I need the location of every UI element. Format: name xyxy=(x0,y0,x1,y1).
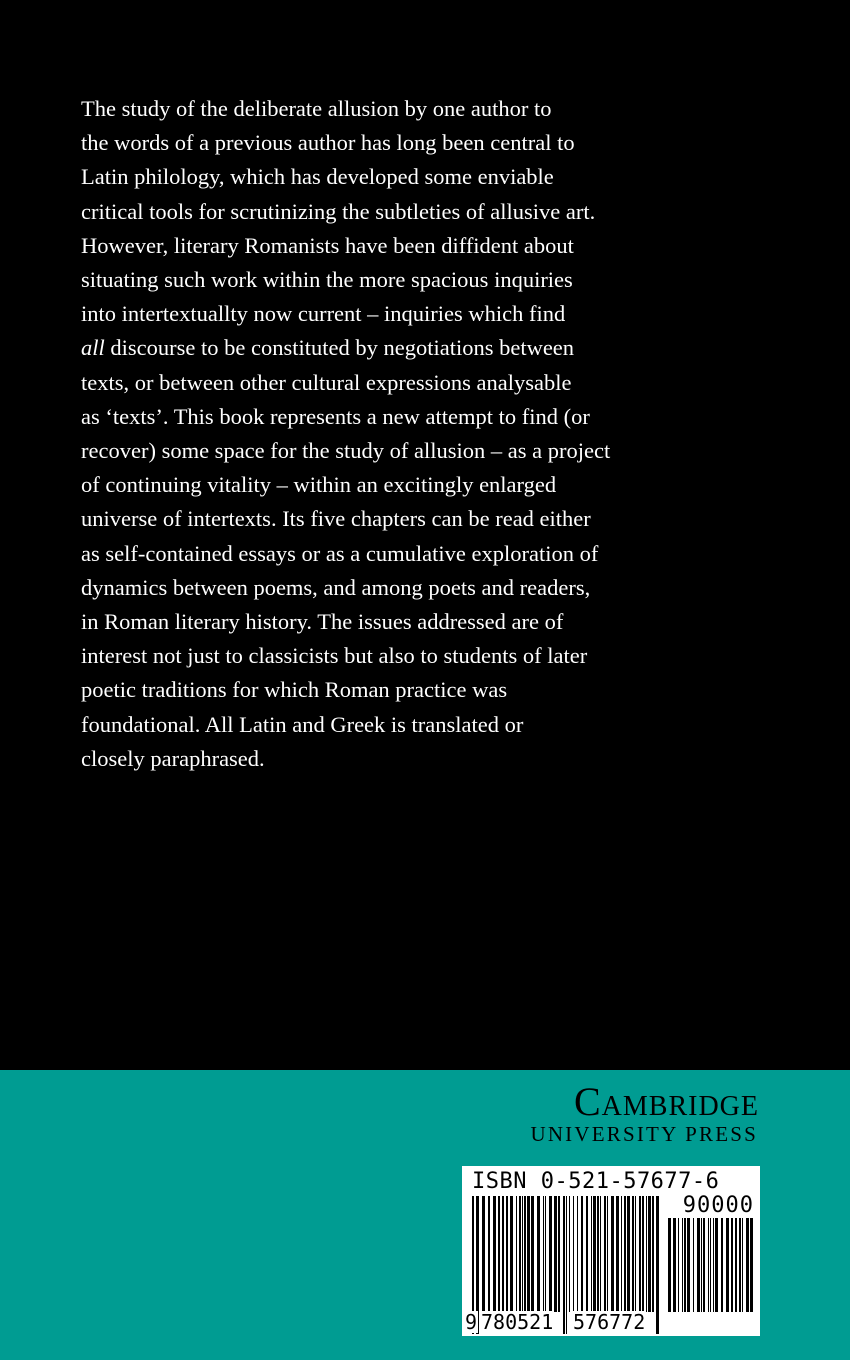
barcode-bar xyxy=(739,1218,741,1312)
barcode-bar xyxy=(502,1196,504,1312)
barcode-bar xyxy=(488,1196,490,1312)
barcode-bar xyxy=(591,1196,592,1312)
barcode-bar xyxy=(498,1196,500,1312)
price-addon-digits: 90000 xyxy=(682,1193,754,1218)
ean-right-digits: 576772 xyxy=(573,1310,646,1334)
publisher-name: Cambridge xyxy=(573,1079,759,1124)
barcode-bar xyxy=(648,1196,651,1312)
blurb-line-rest: discourse to be constituted by negotiations between xyxy=(104,335,575,361)
barcode-bar xyxy=(721,1218,723,1312)
barcode-bar xyxy=(678,1218,679,1312)
barcode-label xyxy=(462,1166,760,1336)
barcode-bar xyxy=(746,1218,749,1312)
barcode-bar xyxy=(569,1196,570,1312)
blurb-line: situating such work within the more spacious inquiries xyxy=(81,267,573,293)
barcode-bar xyxy=(693,1218,694,1312)
barcode-bar xyxy=(639,1196,641,1312)
blurb-line: interest not just to classicists but also to students of later xyxy=(81,643,588,669)
barcode-bar xyxy=(742,1218,743,1312)
barcode-bar xyxy=(527,1196,530,1312)
barcode-bar xyxy=(682,1218,683,1312)
isbn-number: ISBN 0-521-57677-6 xyxy=(472,1169,720,1194)
barcode-bar xyxy=(627,1196,630,1312)
ean-digits xyxy=(464,1311,664,1333)
blurb-line: texts, or between other cultural expressions analysable xyxy=(81,369,572,395)
blurb-line: critical tools for scrutinizing the subtleties of allusive art. xyxy=(81,198,596,224)
barcode-bar xyxy=(703,1218,705,1312)
ean-left-digits: 780521 xyxy=(481,1310,554,1334)
blurb-line: of continuing vitality – within an excitingly enlarged xyxy=(81,472,557,498)
barcode-bar xyxy=(731,1218,733,1312)
barcode-bar xyxy=(545,1196,546,1312)
barcode-bar xyxy=(701,1218,702,1312)
barcode-bar xyxy=(715,1218,718,1312)
blurb-line: Latin philology, which has developed some enviable xyxy=(81,164,554,190)
barcode-bar xyxy=(522,1196,523,1312)
barcode-bar xyxy=(726,1218,729,1312)
blurb-line: the words of a previous author has long been central to xyxy=(81,130,575,156)
barcode-bar xyxy=(543,1196,544,1312)
barcode-bar xyxy=(710,1218,711,1312)
barcode-bar xyxy=(493,1196,496,1312)
barcode-bar xyxy=(684,1218,686,1312)
blurb-line: as self-contained essays or as a cumulative exploration of xyxy=(81,540,599,566)
barcode-bar xyxy=(652,1196,654,1312)
barcode-bar xyxy=(558,1196,560,1312)
barcode-bar xyxy=(697,1218,700,1312)
barcode-bar xyxy=(597,1196,599,1312)
barcode-bar xyxy=(482,1196,485,1312)
barcode-bar xyxy=(624,1196,626,1312)
blurb-line: poetic traditions for which Roman practice was xyxy=(81,677,508,703)
blurb-text xyxy=(81,92,701,776)
barcode-bar xyxy=(600,1196,601,1312)
barcode-bar xyxy=(593,1196,596,1312)
blurb-line-italic xyxy=(81,331,701,365)
barcode-bar xyxy=(687,1218,690,1312)
barcode-bar xyxy=(537,1196,540,1312)
barcode-bar xyxy=(549,1196,552,1312)
barcode-bar xyxy=(524,1196,526,1312)
blurb-line: as ‘texts’. This book represents a new attempt to find (or xyxy=(81,403,590,429)
blurb-line: recover) some space for the study of allusion – as a project xyxy=(81,438,611,464)
barcode-bar xyxy=(604,1196,606,1312)
barcode-bar xyxy=(554,1196,557,1312)
barcode-bar xyxy=(519,1196,521,1312)
barcode-bar xyxy=(646,1196,647,1312)
blurb-line: in Roman literary history. The issues addressed are of xyxy=(81,609,564,635)
barcode-bar xyxy=(708,1218,709,1312)
blurb-line: However, literary Romanists have been diffident about xyxy=(81,232,574,258)
barcode-bar xyxy=(506,1196,508,1312)
barcode-bar xyxy=(577,1196,578,1312)
blurb-line: The study of the deliberate allusion by one author to xyxy=(81,96,552,121)
barcode-bar xyxy=(607,1196,608,1312)
italic-word: all xyxy=(81,335,105,361)
barcode-bar xyxy=(516,1196,517,1312)
ean-lead-digit: 9 xyxy=(465,1310,478,1334)
blurb-line: into intertextuallty now current – inquiries which find xyxy=(81,301,566,327)
blurb-line: closely paraphrased. xyxy=(81,745,265,771)
barcode-bar xyxy=(642,1196,644,1312)
blurb-line: dynamics between poems, and among poets and readers, xyxy=(81,574,591,600)
barcode-bar xyxy=(510,1196,513,1312)
barcode-bar xyxy=(586,1196,588,1312)
barcode-bar xyxy=(621,1196,622,1312)
barcode-bar xyxy=(735,1218,737,1312)
publisher-subtitle: UNIVERSITY PRESS xyxy=(530,1122,758,1146)
addon-barcode-icon xyxy=(666,1218,754,1334)
barcode-bar xyxy=(616,1196,619,1312)
barcode-bar xyxy=(632,1196,634,1312)
barcode-bar xyxy=(668,1218,671,1312)
barcode-bar xyxy=(611,1196,614,1312)
blurb-line: foundational. All Latin and Greek is translated or xyxy=(81,711,524,737)
barcode-bar xyxy=(713,1218,714,1312)
barcode-bar xyxy=(635,1196,636,1312)
barcode-bar xyxy=(573,1196,574,1312)
barcode-bar xyxy=(531,1196,534,1312)
barcode-bar xyxy=(750,1218,753,1312)
barcode-bar xyxy=(581,1196,583,1312)
barcode-bar xyxy=(673,1218,676,1312)
blurb-line: universe of intertexts. Its five chapters can be read either xyxy=(81,506,591,532)
